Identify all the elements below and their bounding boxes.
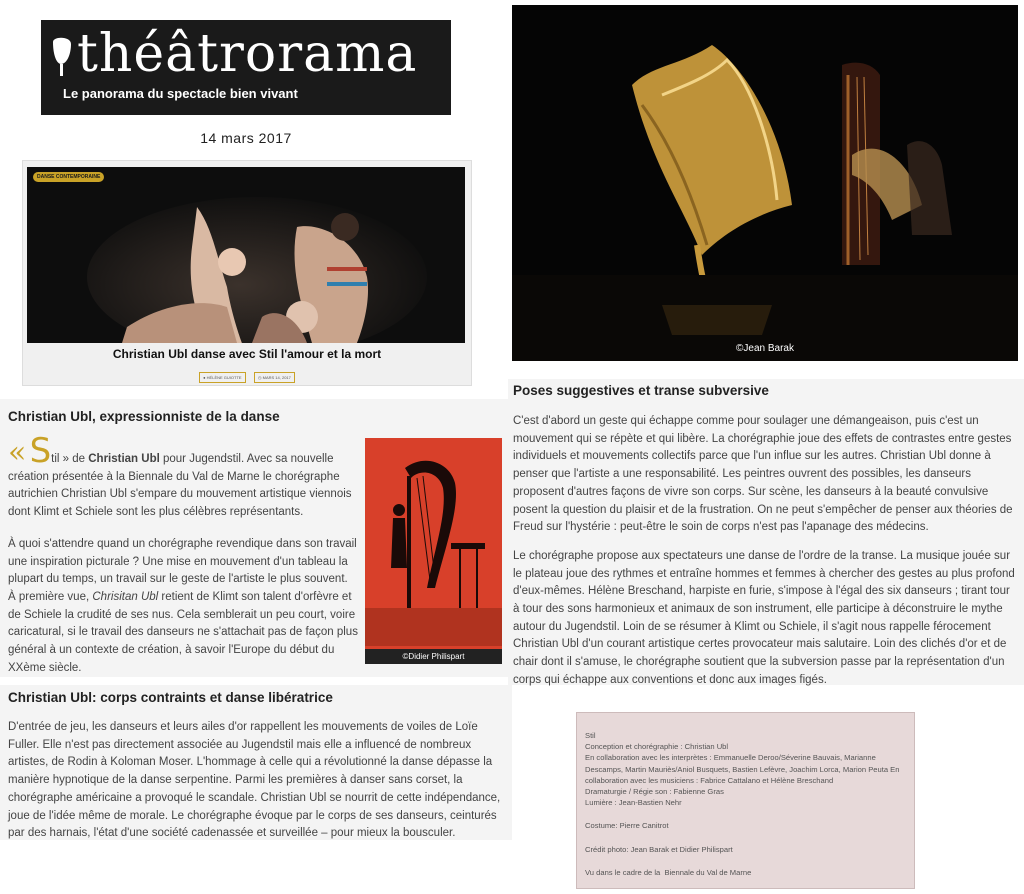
dancers-photo: [27, 167, 465, 343]
section2-heading: Christian Ubl: corps contraints et danse libératrice: [8, 690, 333, 705]
section1-text: [8, 431, 358, 688]
section1-paragraph-1: [8, 431, 358, 522]
article-card[interactable]: [22, 160, 472, 386]
golden-wings-illustration: [512, 5, 1018, 361]
credits-box: [576, 712, 915, 889]
clock-icon: ◷: [258, 375, 262, 380]
logo-tagline: Le panorama du spectacle bien vivant: [63, 86, 298, 101]
harp-silhouette: [365, 438, 502, 646]
card-date: MARS 14, 2017: [262, 375, 291, 380]
credits-line-1: Conception et chorégraphie : Christian Ubl: [585, 742, 729, 752]
logo-wordmark: théâtrorama: [77, 24, 418, 84]
author-chip[interactable]: [199, 372, 245, 383]
section3-text: [513, 413, 1019, 701]
p2-em: Chrisitan Ubl: [92, 590, 159, 603]
dancers-illustration: [27, 167, 465, 343]
p2-text-a: À quoi s'attendre quand un chorégraphe revendique dans son travail une inspiration picturale ? Une mise en mouvement d'un tableau la plupart du temps, un travail sur le geste de l'artiste le plus souvent. À première vue,: [8, 537, 357, 603]
stage-photo-credit: ©Jean Barak: [736, 343, 794, 354]
user-icon: ●: [203, 375, 206, 380]
credits-line-6: Crédit photo: Jean Barak et Didier Philispart: [585, 844, 733, 854]
p1-name: Christian Ubl: [88, 453, 160, 465]
credits-line-4: Lumière : Jean-Bastien Nehr: [585, 798, 682, 808]
section2-text: [8, 719, 504, 854]
harp-photo: [365, 438, 502, 664]
section3-paragraph-1: C'est d'abord un geste qui échappe comme pour soulager une démangeaison, puis c'est un mouvement qui se répète et qui libère. La chorégraphie joue des effets de contrastes entre gestes individuels et mouvements collectifs parce que l'un influe sur les autres. Christian Ubl donne à penser que l'artiste a une responsabilité. Les peintres ouvrent des possibles, les danseurs proposent d'autres façons de vivre son corps. Sur scène, les danseurs à la beauté convulsive posent la question du plaisir et de la frustration. On ne peut s'empêcher de penser aux théories de Freud sur l'hystérie : peut-être le soin de corps n'est pas l'apanage des médecins.: [513, 415, 1013, 534]
section1-paragraph-2: [8, 536, 358, 678]
quote-mark: «: [8, 435, 27, 470]
theatre-mask-icon: [49, 34, 75, 78]
p2-text-b: retient de Klimt son talent d'orfèvre et de Schiele la crudité de ses nus. Cela semblerait un peu court, voire caricatural, si le travail des danseurs ne s'attachait pas de façon plus général à un contexte de création, à savoir l'Europe du début du XXème siècle.: [8, 590, 358, 674]
credits-line-5: Costume: Pierre Canitrot: [585, 821, 669, 831]
section1-heading: Christian Ubl, expressionniste de la danse: [8, 409, 280, 424]
credits-line-2: En collaboration avec les interprètes : Emmanuelle Deroo/Séverine Bauvais, Marianne Descamps, Martin Mauriès/Aniol Busquets, Bastien Lefèvre, Joachim Lorca, Marion Peuta En collaboration avec les musiciens : Fabrice Cattalano et Hélène Breschand: [585, 753, 902, 785]
credits-line-7: Vu dans le cadre de la Biennale du Val de Marne: [585, 867, 752, 877]
section3-heading: Poses suggestives et transe subversive: [513, 383, 769, 398]
harp-photo-credit: ©Didier Philispart: [365, 649, 502, 664]
credits-title: Stil: [585, 731, 596, 740]
p1-text-b: pour Jugendstil. Avec sa nouvelle création présentée à la Biennale du Val de Marne le chorégraphe autrichien Christian Ubl s'empare du mouvement artistique viennois dont Klimt et Schiele sont les plus célèbres représentants.: [8, 453, 352, 519]
p1-text-a: til » de: [51, 453, 89, 465]
site-logo[interactable]: [41, 20, 451, 115]
date-chip[interactable]: [254, 372, 295, 383]
category-badge[interactable]: DANSE CONTEMPORAINE: [33, 172, 104, 182]
section2-paragraph-1: D'entrée de jeu, les danseurs et leurs ailes d'or rappellent les mouvements de voiles de Loïe Fuller. Elle n'est pas directement associée au Jugendstil mais elle a influencé de nombreux artistes, de Rodin à Koloman Moser. L'hommage à celle qui a révolutionné la danse dépasse la manière hypnotique de la danse serpentine. Parmi les premières à danser sans corset, la chorégraphe américaine a provoqué le scandale. Christian Ubl se nourrit de cette indépendance, joue de l'idée même de morale. Le chorégraphe évoque par le corps de ses danseurs, ceinturés par des harnais, l'état d'une société cadenassée et surveillée – pour mieux la bousculer.: [8, 721, 501, 840]
author-name: HÉLÈNE GUIOTTE: [206, 375, 242, 380]
dropcap: S: [29, 431, 52, 471]
card-meta: [23, 366, 471, 384]
article-date: 14 mars 2017: [200, 130, 292, 146]
stage-photo: [512, 5, 1018, 361]
section3-paragraph-2: Le chorégraphe propose aux spectateurs une danse de l'ordre de la transe. La musique jouée sur le plateau joue des rythmes et entraîne hommes et femmes à chercher des gestes au plus profond d'eux-mêmes. Hélène Breschand, harpiste en furie, s'impose à l'égal des six danseurs ; tirant tour à tour des sons harmonieux et animaux de son instrument, elle participe à déconstruire le mythe autour du Jugendstil. Loin de se résumer à Klimt ou Schiele, il s'agit nous rappelle férocement Christian Ubl d'un courant artistique certes provocateur mais salutaire. Loin des clichés d'or et de chair dont il s'amuse, le chorégraphe soutient que la subversion passe par la représentation d'un corps qui échappe aux conventions et donc aux images figés.: [513, 549, 1015, 686]
card-title[interactable]: Christian Ubl danse avec Stil l'amour et la mort: [112, 347, 382, 361]
credits-line-3: Dramaturgie / Régie son : Fabienne Gras: [585, 787, 724, 797]
